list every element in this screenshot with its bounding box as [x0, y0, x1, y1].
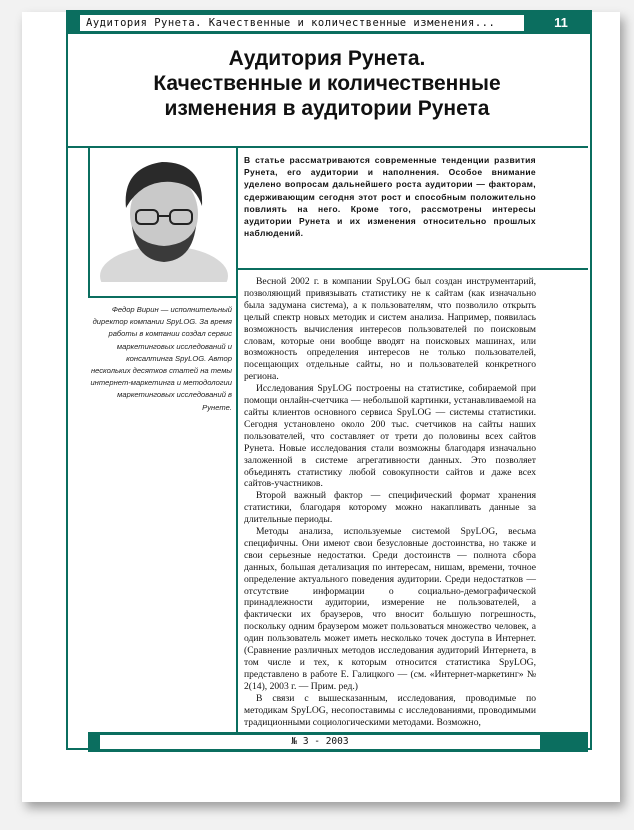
body-paragraph: В связи с вышесказанным, исследования, проводимые по методикам SpyLOG, несопоставимы с исследованиями, проводимыми традиционными социологическими методами. Возможно, [244, 692, 536, 728]
body-paragraph: Второй важный фактор — специфический формат хранения статистики, благодаря которому можно накапливать данные за длительные периоды. [244, 490, 536, 526]
running-title: Аудитория Рунета. Качественные и количественные изменения... [80, 15, 524, 31]
author-portrait-icon [92, 148, 236, 282]
article-title [68, 46, 586, 121]
lead-divider [236, 268, 588, 270]
article-lead: В статье рассматриваются современные тенденции развития Рунета, его аудитории и наполнения. Особое внимание уделено вопросам дальнейшего роста аудитории — факторам, сдерживающим сегодня этот рост и способным положительно повлиять на него. Кроме того, рассмотрены интересы аудитории Рунета и их изменения относительно прошлых наблюдений. [244, 155, 536, 239]
body-paragraph: Весной 2002 г. в компании SpyLOG был создан инструментарий, позволяющий привязывать статистику не к сайтам (как изначально была задумана система), а к пользователям, что позволило открыть целый спектр новых методик и систем анализа. Например, появилась возможность вычисления интересов пользователей по поисковым словам, которые они вообще вводят на поисковых машинах, или возможность определения интересов не только пользователей, посещающих отдельные сайты, но и пользователей конкретного региона. [244, 276, 536, 383]
body-paragraph: Методы анализа, используемые системой SpyLOG, весьма специфичны. Они имеют свои безусловные достоинства, но также и свои серьезные недостатки. Среди достоинств — полнота сбора данных, большая детализация по интересам, нишам, времени, точное определение актуального поведения аудитории. Среди недостатков — отсутствие информации о социально-демографической принадлежности аудитории, измерение не пользователей, а фактически их браузеров, что вносит большую погрешность, поскольку одним браузером может пользоваться множество человек, а один пользователь может иметь несколько точек доступа в Интернет. (Сравнение различных методов исследования аудиторий Интернета, в том числе и тех, к которым относится статистика SpyLOG, представлено в работе Е. Галицкого — (см. «Интернет-маркетинг» № 2(14), 2003 г. — Прим. ред.) [244, 526, 536, 692]
issue-number: № 3 - 2003 [100, 735, 540, 749]
photo-left-border [88, 146, 90, 296]
article-body [244, 276, 536, 728]
author-photo [92, 148, 238, 282]
body-paragraph: Исследования SpyLOG построены на статистике, собираемой при помощи онлайн-счетчика — небольшой картинки, устанавливаемой на сайты клиентов основного сервиса SpyLOG — системы статистики. Сегодня установлено около 200 тыс. счетчиков на сайты наших пользователей, что составляет от трети до половины всех сайтов Рунета. Новые исследования стали возможны благодаря изначально заложенной в системе агрегативности данных. Это позволяет объединять статистику любой совокупности сайтов и даже всех сайтов-участников. [244, 383, 536, 490]
title-line-2: Качественные и количественные [153, 72, 501, 95]
photo-bottom-border [88, 296, 238, 298]
title-line-1: Аудитория Рунета. [228, 47, 426, 70]
page-number: 11 [532, 12, 590, 34]
title-line-3: изменения в аудитории Рунета [164, 97, 490, 120]
author-caption: Федор Вирин — исполнительный директор компании SpyLOG. За время работы в компании создал сервис маркетинговых исследований и консалтинга SpyLOG. Автор нескольких десятков статей на темы интернет-маркетинга и методологии маркетинговых исследований в Рунете. [90, 305, 232, 412]
